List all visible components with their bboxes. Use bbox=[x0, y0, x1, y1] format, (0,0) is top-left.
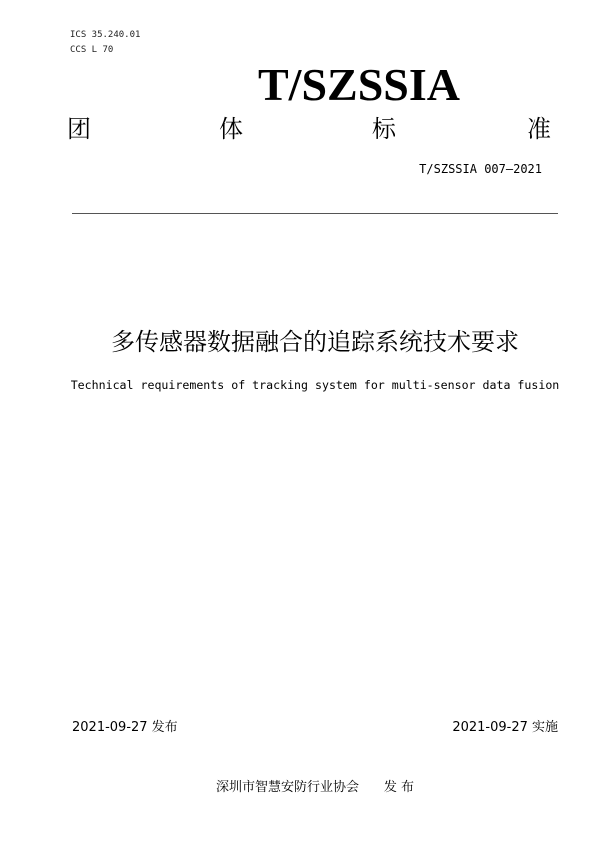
title-chinese: 多传感器数据融合的追踪系统技术要求 bbox=[111, 328, 519, 356]
organization-code: T/SZSSIA bbox=[258, 59, 461, 110]
standard-type-char: 标 bbox=[372, 115, 396, 143]
standard-type-char: 准 bbox=[527, 115, 551, 143]
standard-number: T/SZSSIA 007—2021 bbox=[419, 162, 542, 176]
divider bbox=[72, 213, 558, 214]
publisher: 深圳市智慧安防行业协会 发 布 bbox=[216, 780, 414, 795]
standard-type-char: 团 bbox=[67, 115, 91, 143]
title-english: Technical requirements of tracking system for multi-sensor data fusion bbox=[70, 378, 560, 392]
implement-date: 2021-09-27 实施 bbox=[452, 720, 558, 735]
ccs-code: CCS L 70 bbox=[70, 45, 114, 55]
ics-code: ICS 35.240.01 bbox=[70, 30, 141, 40]
standard-type-char: 体 bbox=[219, 115, 243, 143]
issue-date: 2021-09-27 发布 bbox=[72, 720, 178, 735]
